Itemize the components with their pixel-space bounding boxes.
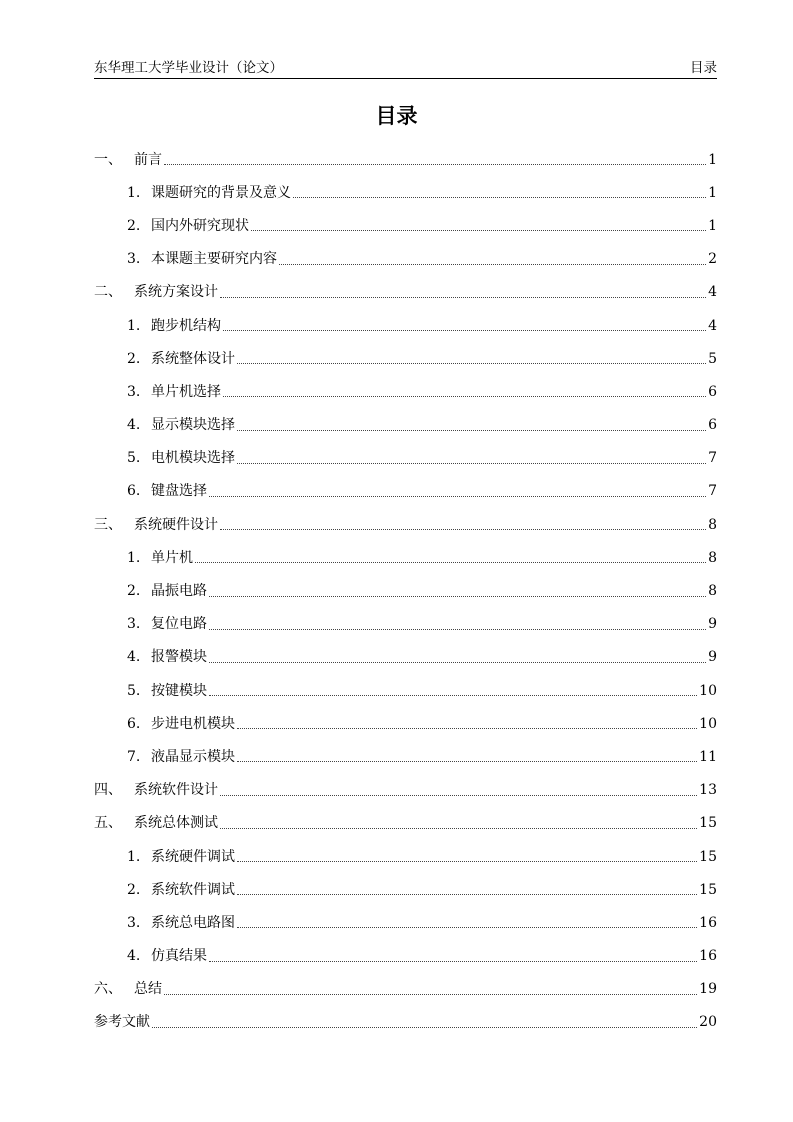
page-title: 目录 — [375, 104, 418, 128]
toc-entry-page-number: 1 — [708, 184, 717, 201]
toc-entry-title: 系统软件调试 — [151, 881, 235, 898]
toc-dot-leader — [279, 256, 706, 265]
toc-entry-number: 7. — [127, 748, 141, 765]
toc-entry-number: 6. — [127, 483, 141, 500]
toc-dot-leader — [237, 720, 697, 729]
toc-dot-leader — [209, 953, 697, 962]
toc-dot-leader — [164, 156, 706, 165]
toc-entry-title: 单片机 — [151, 549, 193, 566]
toc-entry[interactable] — [94, 840, 717, 873]
toc-dot-leader — [237, 919, 697, 928]
toc-entry-title: 系统硬件设计 — [134, 516, 218, 533]
toc-entry-page-number: 11 — [699, 748, 717, 765]
toc-entry-number: 4. — [127, 948, 141, 965]
toc-entry-number: 一、 — [94, 151, 122, 168]
toc-entry-page-number: 19 — [699, 981, 717, 998]
toc-dot-leader — [293, 189, 706, 198]
toc-entry-number: 3. — [127, 251, 141, 268]
toc-entry-number: 1. — [127, 848, 141, 865]
toc-entry-page-number: 4 — [708, 317, 717, 334]
toc-entry-title: 系统总电路图 — [151, 914, 235, 931]
toc-entry[interactable] — [94, 608, 717, 641]
toc-dot-leader — [237, 422, 706, 431]
toc-entry[interactable] — [94, 209, 717, 242]
toc-dot-leader — [209, 654, 706, 663]
toc-dot-leader — [237, 455, 706, 464]
toc-dot-leader — [209, 621, 706, 630]
toc-entry[interactable] — [94, 740, 717, 773]
toc-entry-number: 1. — [127, 317, 141, 334]
toc-entry[interactable] — [94, 973, 717, 1006]
toc-entry-title: 系统方案设计 — [134, 284, 218, 301]
toc-entry-title: 复位电路 — [151, 616, 207, 633]
toc-entry-page-number: 10 — [699, 682, 717, 699]
toc-entry[interactable] — [94, 508, 717, 541]
toc-entry-page-number: 6 — [708, 417, 717, 434]
toc-entry-title: 系统硬件调试 — [151, 848, 235, 865]
toc-entry-title: 步进电机模块 — [151, 715, 235, 732]
toc-entry-title: 跑步机结构 — [151, 317, 221, 334]
toc-dot-leader — [251, 222, 706, 231]
toc-entry-number: 3. — [127, 616, 141, 633]
toc-entry-number: 3. — [127, 914, 141, 931]
toc-entry-number: 6. — [127, 715, 141, 732]
toc-entry[interactable] — [94, 707, 717, 740]
toc-entry-page-number: 10 — [699, 715, 717, 732]
toc-entry-title: 本课题主要研究内容 — [151, 251, 277, 268]
toc-dot-leader — [209, 488, 706, 497]
toc-dot-leader — [237, 753, 697, 762]
toc-dot-leader — [237, 355, 706, 364]
toc-entry[interactable] — [94, 176, 717, 209]
toc-entry-number: 四、 — [94, 782, 122, 799]
toc-entry-page-number: 8 — [708, 516, 717, 533]
toc-entry-title: 系统整体设计 — [151, 350, 235, 367]
toc-entry-title: 国内外研究现状 — [151, 217, 249, 234]
toc-entry-page-number: 9 — [708, 616, 717, 633]
toc-entry-page-number: 1 — [708, 151, 717, 168]
toc-entry[interactable] — [94, 442, 717, 475]
toc-entry-title: 键盘选择 — [151, 483, 207, 500]
toc-entry[interactable] — [94, 276, 717, 309]
toc-entry[interactable] — [94, 409, 717, 442]
toc-entry-title: 参考文献 — [94, 1014, 150, 1031]
toc-entry[interactable] — [94, 475, 717, 508]
toc-entry-title: 系统软件设计 — [134, 782, 218, 799]
toc-entry-page-number: 15 — [699, 881, 717, 898]
toc-entry-page-number: 16 — [699, 948, 717, 965]
toc-entry[interactable] — [94, 375, 717, 408]
toc-entry-number: 1. — [127, 184, 141, 201]
toc-entry-number: 4. — [127, 417, 141, 434]
toc-entry-page-number: 15 — [699, 815, 717, 832]
toc-entry-page-number: 7 — [708, 483, 717, 500]
toc-entry-page-number: 20 — [699, 1014, 717, 1031]
toc-entry[interactable] — [94, 1006, 717, 1039]
toc-entry[interactable] — [94, 873, 717, 906]
toc-entry-number: 3. — [127, 383, 141, 400]
toc-entry-number: 六、 — [94, 981, 122, 998]
toc-entry[interactable] — [94, 807, 717, 840]
toc-entry-title: 仿真结果 — [151, 948, 207, 965]
toc-entry-page-number: 4 — [708, 284, 717, 301]
toc-entry-page-number: 16 — [699, 914, 717, 931]
toc-entry-title: 按键模块 — [151, 682, 207, 699]
toc-entry-title: 显示模块选择 — [151, 417, 235, 434]
toc-entry[interactable] — [94, 574, 717, 607]
toc-entry-number: 三、 — [94, 516, 122, 533]
toc-entry-page-number: 9 — [708, 649, 717, 666]
toc-entry-number: 二、 — [94, 284, 122, 301]
toc-dot-leader — [220, 521, 706, 530]
toc-dot-leader — [223, 388, 706, 397]
toc-entry[interactable] — [94, 674, 717, 707]
toc-entry-page-number: 5 — [708, 350, 717, 367]
toc-entry-title: 课题研究的背景及意义 — [151, 184, 291, 201]
page-header — [94, 58, 717, 79]
toc-entry-number: 2. — [127, 217, 141, 234]
toc-entry-title: 液晶显示模块 — [151, 748, 235, 765]
toc-entry[interactable] — [94, 143, 717, 176]
toc-entry[interactable] — [94, 541, 717, 574]
toc-entry-number: 五、 — [94, 815, 122, 832]
toc-entry-number: 2. — [127, 350, 141, 367]
toc-dot-leader — [209, 588, 706, 597]
toc-entry[interactable] — [94, 906, 717, 939]
toc-entry-title: 电机模块选择 — [151, 450, 235, 467]
toc-entry-page-number: 13 — [699, 782, 717, 799]
toc-dot-leader — [223, 322, 706, 331]
toc-dot-leader — [237, 853, 697, 862]
toc-entry-number: 5. — [127, 450, 141, 467]
toc-dot-leader — [152, 1019, 697, 1028]
table-of-contents — [94, 143, 717, 1039]
toc-dot-leader — [237, 886, 697, 895]
toc-dot-leader — [220, 820, 697, 829]
toc-entry-title: 前言 — [134, 151, 162, 168]
toc-entry[interactable] — [94, 774, 717, 807]
toc-entry-number: 4. — [127, 649, 141, 666]
toc-dot-leader — [164, 986, 697, 995]
toc-entry[interactable] — [94, 940, 717, 973]
toc-entry[interactable] — [94, 309, 717, 342]
toc-entry[interactable] — [94, 641, 717, 674]
toc-entry-page-number: 8 — [708, 549, 717, 566]
toc-entry-page-number: 7 — [708, 450, 717, 467]
toc-entry-page-number: 2 — [708, 251, 717, 268]
toc-entry-title: 晶振电路 — [151, 583, 207, 600]
toc-entry-title: 总结 — [134, 981, 162, 998]
toc-entry-number: 5. — [127, 682, 141, 699]
toc-entry-number: 2. — [127, 881, 141, 898]
toc-dot-leader — [220, 289, 706, 298]
header-section: 目录 — [690, 60, 717, 76]
toc-entry-page-number: 8 — [708, 583, 717, 600]
toc-entry-page-number: 6 — [708, 383, 717, 400]
toc-entry-title: 系统总体测试 — [134, 815, 218, 832]
toc-entry-number: 1. — [127, 549, 141, 566]
toc-entry[interactable] — [94, 342, 717, 375]
header-institution: 东华理工大学毕业设计（论文） — [94, 60, 283, 76]
toc-entry-page-number: 1 — [708, 217, 717, 234]
toc-entry-title: 单片机选择 — [151, 383, 221, 400]
toc-entry-page-number: 15 — [699, 848, 717, 865]
toc-entry-title: 报警模块 — [151, 649, 207, 666]
toc-entry-number: 2. — [127, 583, 141, 600]
toc-dot-leader — [220, 787, 697, 796]
toc-dot-leader — [209, 687, 697, 696]
toc-entry[interactable] — [94, 243, 717, 276]
toc-dot-leader — [195, 554, 706, 563]
